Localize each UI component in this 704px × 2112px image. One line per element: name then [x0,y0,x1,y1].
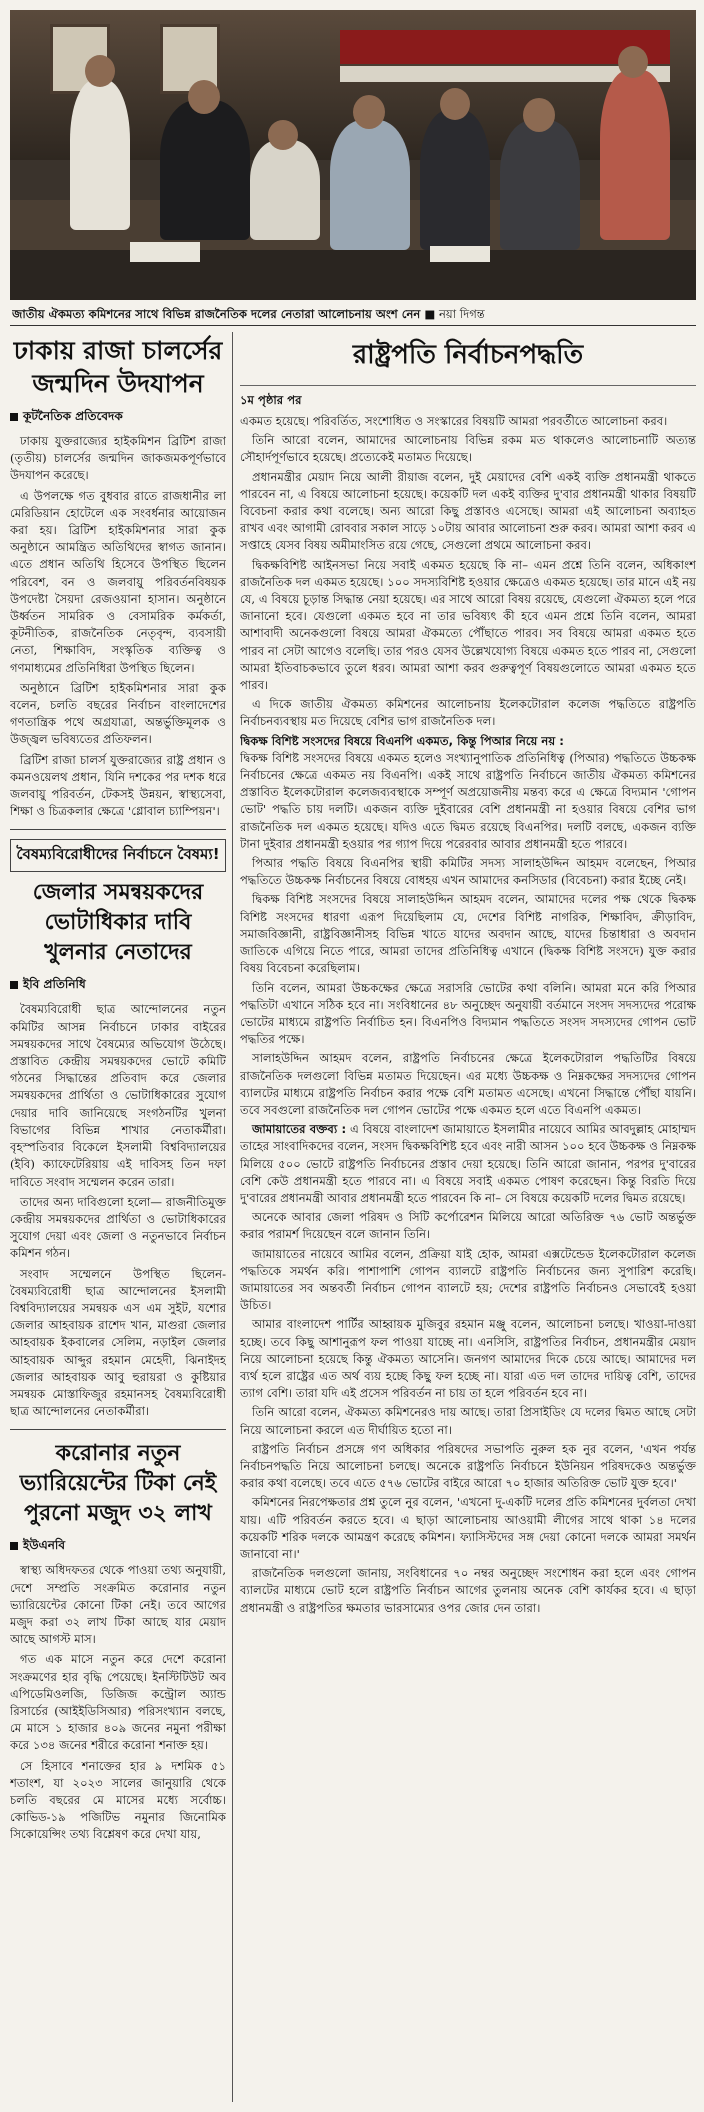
story4-subheading: জামায়াতের বক্তব্য : [252,1122,347,1137]
story1-paragraph: এ উপলক্ষে গত বুধবার রাতে রাজধানীর লা মেরিডিয়ান হোটেলে এক সংবর্ধনার আয়োজন করা হয়। ব্রিটিশ হাইকমিশনার সারা কুক অনুষ্ঠানে আমন্ত্রিত অতিথিদের স্বাগত জানান। এতে প্রধান অতিথি হিসেবে উপস্থিত ছিলেন পরিবেশ, বন ও জলবায়ু পরিবর্তনবিষয়ক উপদেষ্টা সৈয়দা রেজওয়ানা হাসান। অনুষ্ঠানে উর্ধ্বতন সামরিক ও বেসামরিক কর্মকর্তা, কূটনীতিক, রাজনৈতিক নেতৃবৃন্দ, ব্যবসায়ী নেতা, শিক্ষাবিদ, সংস্কৃতিক ব্যক্তিত্ব ও গণমাধ্যমের প্রতিনিধিরা উপস্থিত ছিলেন। [10,488,226,675]
bullet-icon [10,981,18,989]
story4-paragraph: তিনি আরো বলেন, ঐকমত্য কমিশনেরও দায় আছে। তারা প্রিসাইডিং যে দলের দ্বিমত আছে সেটা নিয়ে আলোচনা করলে এত দীর্ঘায়িত হতো না। [240,1405,696,1437]
story4-paragraph: রাজনৈতিক দলগুলো জানায়, সংবিধানের ৭০ নম্বর অনুচ্ছেদ সংশোধন করা হলে এবং গোপন ব্যালটের মাধ্যমে ভোট হলে রাষ্ট্রপতি নির্বাচন আগের তুলনায় অনেক বেশি কার্যকর হবে। এ ছাড়া প্রধানমন্ত্রী ও রাষ্ট্রপতির ক্ষমতার ভারসাম্যের ওপর জোর দেন তারা। [240,1566,696,1615]
story3-headline: করোনার নতুন ভ্যারিয়েন্টের টিকা নেই পুরনো মজুদ ৩২ লাখ [19,1441,217,1527]
story2-tagline: বৈষম্যবিরোধীদের নির্বাচনে বৈষম্য! [10,839,226,872]
story3-paragraph: স্বাস্থ্য অধিদফতর থেকে পাওয়া তথ্য অনুযায়ী, দেশে সম্প্রতি সংক্রমিত করোনার নতুন ভ্যারিয়েন্টের কোনো টিকা নেই। তবে আগের মজুদ করা ৩২ লাখ টিকা আছে যার মেয়াদ আছে আগস্ট মাস। [10,1563,226,1647]
story3-paragraph: গত এক মাসে নতুন করে দেশে করোনা সংক্রমণের হার বৃদ্ধি পেয়েছে। ইনস্টিটিউট অব এপিডেমিওলজি, ডিজিজ কন্ট্রোল অ্যান্ড রিসার্চের (আইইডিসিআর) পরিসংখ্যান বলছে, মে মাসে ১ হাজার ৪০৯ জনের নমুনা পরীক্ষা করে ১৩৪ জনের শরীরে করোনা শনাক্ত হয়। [10,1652,226,1753]
right-column [240,332,696,2104]
story4-paragraph: আমার বাংলাদেশ পার্টির আহ্বায়ক মুজিবুর রহমান মঞ্জু বলেন, আলোচনা চলছে। খাওয়া-দাওয়া হচ্ছে। তবে কিছু আশানুরূপ ফল পাওয়া যাচ্ছে না। এনসিসি, রাষ্ট্রপতির নির্বাচন, প্রধানমন্ত্রীর মেয়াদ নিয়ে আলোচনা হয়েছে কিন্তু ঐকমত্য আসেনি। জনগণ আমাদের দিকে চেয়ে আছে। আমাদের দল ব্যর্থ হলে রাষ্ট্রের এত অর্থ ব্যয় হচ্ছে কিছু ফল হচ্ছে না। যারা এত দল তাদের দায়িত্ব বেশি, তাদের ত্যাগ বেশি। তারা যদি এই প্রসেস পরিবর্তন না চায় তা হলে পরিবর্তন হবে না। [240,1317,696,1401]
photo-source: ■ নয়া দিগন্ত [424,307,485,321]
bullet-icon [10,413,18,421]
story4-subheading: দ্বিকক্ষ বিশিষ্ট সংসদের বিষয়ে বিএনপি একমত, কিন্তু পিআর নিয়ে নয় : [240,733,564,748]
bullet-icon [10,1542,18,1550]
story4-paragraph: তিনি আরো বলেন, আমাদের আলোচনায় বিভিন্ন রকম মত থাকলেও আলোচনাটি অত্যন্ত সৌহার্দপূর্ণভাবে হয়েছে। প্রত্যেকেই মতামত দিয়েছে। [240,433,696,465]
story1-paragraph: অনুষ্ঠানে ব্রিটিশ হাইকমিশনার সারা কুক বলেন, চলতি বছরের নির্বাচন বাংলাদেশের গণতান্ত্রিক পথে অগ্রযাত্রা, অন্তর্ভুক্তিমূলক ও উজ্জ্বল ভবিষ্যতের প্রতিফলন। [10,680,226,747]
continuation-label: ১ম পৃষ্ঠার পর [240,393,302,407]
story4-paragraph: জামায়াতের নায়েবে আমির বলেন, প্রক্রিয়া যাই হোক, আমরা এক্সটেন্ডেড ইলেকটোরাল কলেজ পদ্ধতিকে সমর্থন করি। পাশাপাশি গোপন ব্যালটে রাষ্ট্রপতি নির্বাচনের জন্য সুপারিশ করেছি। জামায়াতের সব অন্তবর্তী নির্বাচন গোপন ব্যালটে হয়; দেশের রাষ্ট্রপতি নির্বাচনও সেভাবেই হওয়া উচিত। [240,1246,696,1313]
story4-paragraph: এ দিকে জাতীয় ঐকমত্য কমিশনের আলোচনায় ইলেকটোরাল কলেজ পদ্ধতিতে রাষ্ট্রপতি নির্বাচনব্যবস্থায় মত দিয়েছে বেশির ভাগ রাজনৈতিক দল। [240,697,696,729]
story4-paragraph: প্রধানমন্ত্রীর মেয়াদ নিয়ে আলী রীয়াজ বলেন, দুই মেয়াদের বেশি একই ব্যক্তি প্রধানমন্ত্রী থাকতে পারবেন না, এ বিষয়ে আলোচনা হয়েছে। কয়েকটি দল একই ব্যক্তির দু'বার প্রধানমন্ত্রী থাকার বিষয়টি বিবেচনা করার কথা বলেছে। অন্য আরো কিছু প্রস্তাবও এসেছে। আমরা এই আলোচনা অব্যাহত রাখব এবং আগামী রোববার সকাল সাড়ে ১০টায় আবার আলোচনা শুরু করব। আমরা আশা করব এ সপ্তাহে যেসব বিষয় অমীমাংসিত রয়ে গেছে, সেগুলো প্রথমে আলোচনা করব। [240,469,696,553]
story4-paragraph: জামায়াতের বক্তব্য : এ বিষয়ে বাংলাদেশ জামায়াতে ইসলামীর নায়েবে আমির আবদুল্লাহ মোহাম্মদ তাহের সাংবাদিকদের বলেন, সংসদ দ্বিকক্ষবিশিষ্ট হবে এবং নারী আসন ১০০ হবে উচ্চকক্ষ ও নিম্নকক্ষ মিলিয়ে ৫০০ ভোটে রাষ্ট্রপতি নির্বাচনের প্রস্তাব দেয়া হয়েছে। তিনি আরো জানান, পরপর দু'বারের বেশি কেউ প্রধানমন্ত্রী হতে পারবে না। এ বিষয়ে সবাই একমত পোষণ করেছেন। কিন্তু বিরতি দিয়ে দু'বারের প্রধানমন্ত্রী আবার প্রধানমন্ত্রী হতে পারবেন কি না– সে বিষয়ে কয়েকটি দলের দ্বিমত রয়েছে। [240,1122,696,1205]
story3-byline: ইউএনবি [10,1537,226,1557]
meeting-photo [10,10,696,300]
story4-paragraph: তিনি বলেন, আমরা উচ্চকক্ষের ক্ষেত্রে সরাসরি ভোটের কথা বলিনি। আমরা মনে করি পিআর পদ্ধতিটা এখানে সঠিক হবে না। সংবিধানের ৪৮ অনুচ্ছেদ অনুযায়ী বর্তমানে সংসদ সদস্যদের পরোক্ষ ভোটের মাধ্যমে রাষ্ট্রপতি নির্বাচিত হন। বিএনপিও বিদ্যমান পদ্ধতিতে সংসদ সদস্যদের গোপন ভোট পদ্ধতির পক্ষে। [240,980,696,1047]
story4-paragraph: অনেকে আবার জেলা পরিষদ ও সিটি কর্পোরেশন মিলিয়ে আরো অতিরিক্ত ৭৬ ভোট অন্তর্ভুক্ত করার পরামর্শ দিয়েছেন বলে জানান তিনি। [240,1210,696,1242]
story4-headline: রাষ্ট্রপতি নির্বাচনপদ্ধতি [240,332,696,386]
story2-byline: ইবি প্রতিনিধি [10,976,226,996]
story2-paragraph: বৈষম্যবিরোধী ছাত্র আন্দোলনের নতুন কমিটির আসন্ন নির্বাচনে ঢাকার বাইরের সমন্বয়কদের সাথে বৈষম্যের অভিযোগ উঠেছে। প্রস্তাবিত কেন্দ্রীয় সমন্বয়কদের ভোটে কমিটি গঠনের সিদ্ধান্তের প্রতিবাদ করে জেলার সমন্বয়কদের প্রার্থিতা ও ভোটাধিকারের সুযোগ দেয়ার দাবি জানিয়েছে সংগঠনটির খুলনা বিভাগের বিভিন্ন শাখার নেতাকর্মীরা। বৃহস্পতিবার বিকেলে ইসলামী বিশ্ববিদ্যালয়ের (ইবি) ক্যাফেটেরিয়ায় এই দাবিসহ তিন দফা দাবিতে সংবাদ সম্মেলন করেন তারা। [10,1002,226,1189]
story1-paragraph: ঢাকায় যুক্তরাজ্যের হাইকমিশন ব্রিটিশ রাজা (তৃতীয়) চালর্সের জন্মদিন জাকজমকপূর্ণভাবে উদযাপন করেছে। [10,434,226,483]
photo-caption: জাতীয় ঐকমত্য কমিশনের সাথে বিভিন্ন রাজনৈতিক দলের নেতারা আলোচনায় অংশ নেন ■ নয়া দিগন্ত [12,307,485,321]
story4-paragraph: দ্বিকক্ষ বিশিষ্ট সংসদের বিষয়ে সালাহউদ্দিন আহমদ বলেন, আমাদের দলের পক্ষ থেকে দ্বিকক্ষ বিশিষ্ট সংসদের ধারণা এরূপ দিয়েছিলাম যে, দেশের বিশিষ্ট নাগরিক, শিক্ষাবিদ, ক্রীড়াবিদ, সমাজবিজ্ঞানী, রাষ্ট্রবিজ্ঞানীসহ বিভিন্ন খাতে যাদের অবদান আছে, যাদের চিন্তাধারা ও অবদান জাতিকে এগিয়ে নিতে পারে, আমরা তাদের প্রতিনিধিত্ব এখানে (দ্বিকক্ষ বিশিষ্ট সংসদে) যুক্ত করার বিষয় বিবেচনা করেছিলাম। [240,892,696,976]
story2-paragraph: সংবাদ সম্মেলনে উপস্থিত ছিলেন- বৈষম্যবিরোধী ছাত্র আন্দোলনের ইসলামী বিশ্ববিদ্যালয়ের সমন্বয়ক এস এম সুইট, যশোর জেলার আহবায়ক রাশেদ খান, মাগুরা জেলার আহবায়ক ইকবালের সেলিম, নড়াইল জেলার আহবায়ক আব্দুর রহমান মেহেদী, ঝিনাইদহ জেলার আহবায়ক আবু হুরায়রা ও কুষ্টিয়ার সমন্বয়ক মোস্তাফিজুর রহমানসহ বৈষম্যবিরোধী ছাত্র আন্দোলনের নেতাকর্মীরা। [10,1266,226,1419]
story1-paragraph: ব্রিটিশ রাজা চালর্স যুক্তরাজ্যের রাষ্ট্র প্রধান ও কমনওয়েলথ প্রধান, যিনি দশকের পর দশক ধরে জলবায়ু পরিবর্তন, টেকসই উন্নয়ন, স্বাস্থ্যসেবা, শিক্ষা ও চিত্রকলার ক্ষেত্রে 'গ্লোবাল চ্যাম্পিয়ন'। [10,752,226,819]
left-column [10,332,226,2104]
story4-paragraph: কমিশনের নিরপেক্ষতার প্রশ্ন তুলে নুর বলেন, 'এখনো দু-একটি দলের প্রতি কমিশনের দুর্বলতা দেখা যায়। এটি পরিবর্তন করতে হবে। এ ছাড়া আলোচনায় আওয়ামী লীগের সাথে থাকা ১৪ দলের কয়েকটি শরিক দলকে আমন্ত্রণ করেছে কমিশন। ফ্যাসিস্টদের সঙ্গ দেয়া কোনো দলকে আমরা সমর্থন জানাবো না।' [240,1495,696,1561]
story2-headline: জেলার সমন্বয়কদের ভোটাধিকার দাবি খুলনার নেতাদের [32,880,204,966]
story1-headline: ঢাকায় রাজা চালর্সের জন্মদিন উদযাপন [13,336,223,398]
story4-paragraph: দ্বিকক্ষবিশিষ্ট আইনসভা নিয়ে সবাই একমত হয়েছে কি না– এমন প্রশ্নে তিনি বলেন, অধিকাংশ রাজনৈতিক দল একমত হয়েছে। ১০০ সদস্যবিশিষ্ট হওয়ার ক্ষেত্রেও একমত হয়েছে। তার মানে এই নয় যে, এ বিষয়ে চূড়ান্ত সিদ্ধান্ত নেয়া হয়েছে। এর সাথে আরো বিষয় রয়েছে, যেগুলো ঐকমত্য হলে পরে জানানো হবে। যেগুলো একমত হবে না তার ভবিষ্যৎ কী হবে এমন প্রশ্নে তিনি বলেন, আমরা আশাবাদী অনেকগুলো বিষয়ে আমরা ঐকমত্যে পৌঁছাতে পারব। সব বিষয়ে আমরা একমত হতে পারব না সেটা আগেও বলেছি। তার পরও যেসব উল্লেখযোগ্য বিষয়ে একমত হতে পারব না, সেগুলো আমরা ইতিবাচকভাবে তুলে ধরব। আমরা আশা করব গুরুত্বপূর্ণ বিষয়গুলোতে আমরা একমত হতে পারব। [240,557,696,693]
story1-byline: কূটনৈতিক প্রতিবেদক [10,408,226,428]
story4-paragraph: পিআর পদ্ধতি বিষয়ে বিএনপির স্থায়ী কমিটির সদস্য সালাহউদ্দিন আহমদ বলেছেন, পিআর পদ্ধতিতে উচ্চকক্ষ নির্বাচনের বিষয়ে বোধহয় এখন আমাদের কনসিডার (বিবেচনা) করার ইচ্ছে নেই। [240,856,696,888]
story2-paragraph: তাদের অন্য দাবিগুলো হলো— রাজনীতিমুক্ত কেন্দ্রীয় সমন্বয়কদের প্রার্থিতা ও ভোটাধিকারের সুযোগ দেয়া এবং জেলা ও নতুনভাবে নির্বাচন কমিশন গঠন। [10,1194,226,1261]
story4-paragraph: সালাহউদ্দিন আহমদ বলেন, রাষ্ট্রপতি নির্বাচনের ক্ষেত্রে ইলেকটোরাল পদ্ধতিটির বিষয়ে রাজনৈতিক দলগুলো বিভিন্ন মতামত দিয়েছেন। এর মধ্যে উচ্চকক্ষ ও নিম্নকক্ষের সদস্যদের গোপন ব্যালটের মাধ্যমে রাষ্ট্রপতি নির্বাচন করার পক্ষে বেশি মতামত এসেছে। এখনো সিদ্ধান্তে পৌঁছা যায়নি। তবে সবগুলো রাজনৈতিক দল গোপন ভোটের পক্ষে একমত হলে এতে বিএনপি একমত। [240,1051,696,1117]
story4-paragraph: একমত হয়েছে। পরিবর্তিত, সংশোধিত ও সংস্কারের বিষয়টি আমরা পরবর্তীতে আলোচনা করব। [240,414,668,428]
story3-paragraph: সে হিসাবে শনাক্তের হার ৯ দশমিক ৫১ শতাংশ, যা ২০২৩ সালের জানুয়ারি থেকে চলতি বছরের মে মাসের মধ্যে সর্বোচ্চ। কোভিড-১৯ পজিটিভ নমুনার জিনোমিক সিকোয়েন্সিং তথ্য বিশ্লেষণ করে দেখা যায়, [10,1758,226,1842]
story4-paragraph: রাষ্ট্রপতি নির্বাচন প্রসঙ্গে গণ অধিকার পরিষদের সভাপতি নুরুল হক নুর বলেন, 'এখন পর্যন্ত নির্বাচনপদ্ধতি নিয়ে আলোচনা চলছে। অনেকে রাষ্ট্রপতি নির্বাচনে ইউনিয়ন পরিষদকেও অন্তর্ভুক্ত করার কথা বলেছে। তবে এতে ৫৭৬ ভোটের বাইরে আরো ৭০ হাজার অতিরিক্ত ভোট যুক্ত হবে।' [240,1441,696,1491]
story4-paragraph: দ্বিকক্ষ বিশিষ্ট সংসদের বিষয়ে একমত হলেও সংখ্যানুপাতিক প্রতিনিধিত্ব (পিআর) পদ্ধতিতে উচ্চকক্ষ নির্বাচনের ক্ষেত্রে একমত নয় বিএনপি। একই সাথে রাষ্ট্রপতি নির্বাচনে জাতীয় ঐকমত্য কমিশনের প্রস্তাবিত ইলেকটোরাল কলেজব্যবস্থাকে সম্পূর্ণ অপ্রয়োজনীয় মন্তব্য করে এ ক্ষেত্রে বিদ্যমান 'গোপন ভোট' পদ্ধতি চায় দলটি। একজন ব্যক্তি দুইবারের বেশি প্রধানমন্ত্রী না হওয়ার বিষয়ে বেশির ভাগ রাজনৈতিক দল একমত হয়েছে। যদিও এতে দ্বিমত রয়েছে বিএনপির। দলটি বলছে, একজন ব্যক্তি টানা দুইবার প্রধানমন্ত্রী হওয়ার পর গ্যাপ দিয়ে পরেরবার আবার প্রধানমন্ত্রী হতে পারবে। [240,750,696,851]
